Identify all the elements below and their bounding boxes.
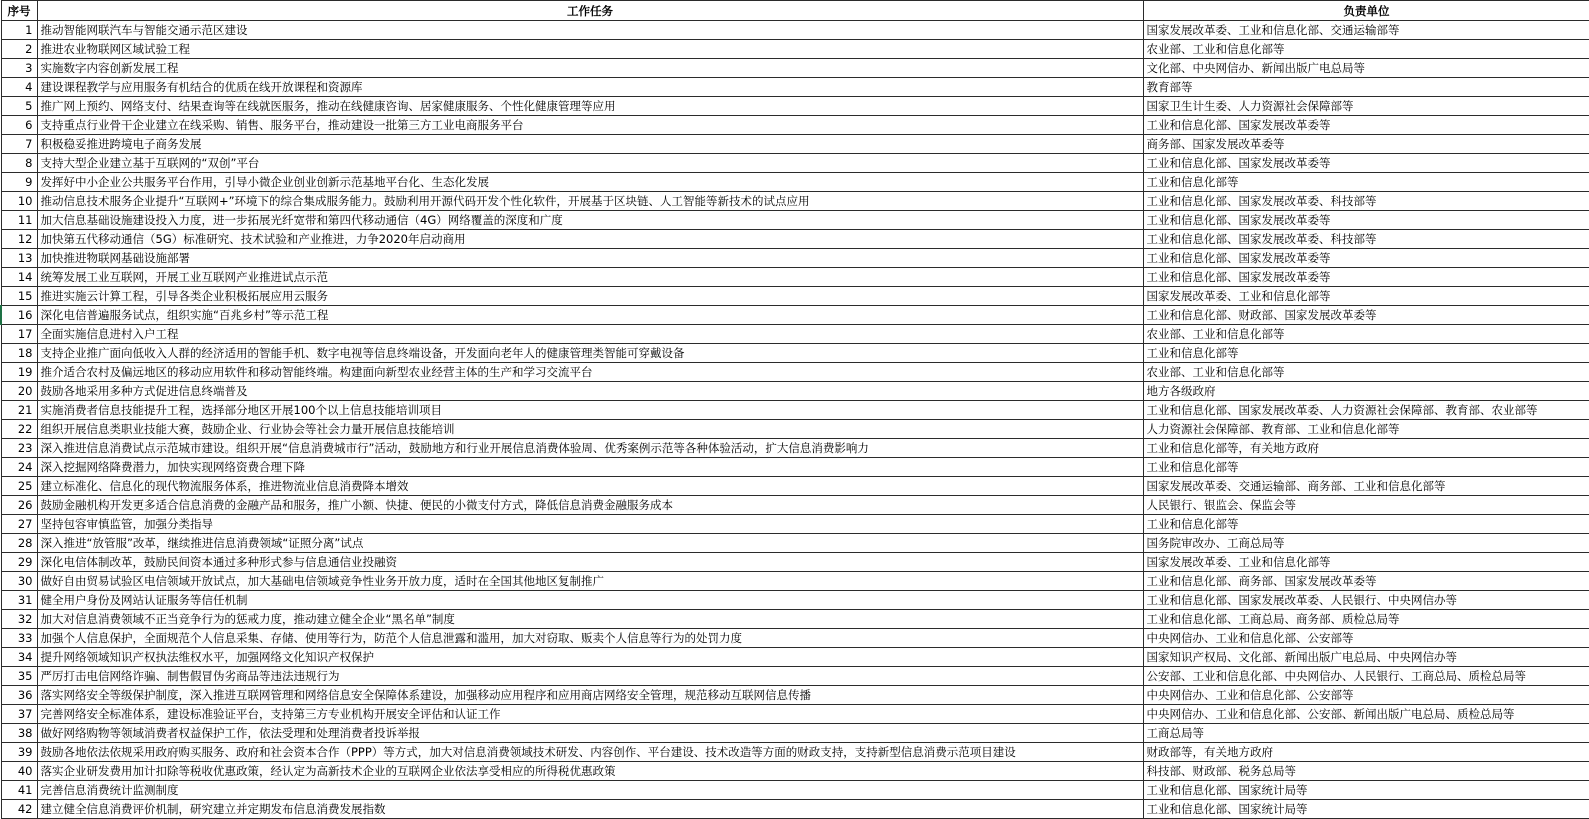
- task-cell[interactable]: 深入推进“放管服”改革，继续推进信息消费领域“证照分离”试点: [37, 534, 1143, 553]
- task-cell[interactable]: 完善网络安全标准体系，建设标准验证平台，支持第三方专业机构开展安全评估和认证工作: [37, 705, 1143, 724]
- unit-cell[interactable]: 工业和信息化部等，有关地方政府: [1143, 439, 1589, 458]
- table-row: [1, 439, 1589, 458]
- row-number-cell[interactable]: 8: [1, 154, 37, 173]
- unit-cell[interactable]: 农业部、工业和信息化部等: [1143, 40, 1589, 59]
- table-row: [1, 154, 1589, 173]
- unit-cell[interactable]: 工业和信息化部、国家发展改革委等: [1143, 154, 1589, 173]
- row-number-cell[interactable]: 12: [1, 230, 37, 249]
- row-number-cell[interactable]: 23: [1, 439, 37, 458]
- task-cell[interactable]: 支持大型企业建立基于互联网的“双创”平台: [37, 154, 1143, 173]
- unit-cell[interactable]: 公安部、工业和信息化部、中央网信办、人民银行、工商总局、质检总局等: [1143, 667, 1589, 686]
- task-cell[interactable]: 统筹发展工业互联网，开展工业互联网产业推进试点示范: [37, 268, 1143, 287]
- table-row: [1, 21, 1589, 40]
- unit-cell[interactable]: 工业和信息化部、国家发展改革委等: [1143, 211, 1589, 230]
- row-number-cell[interactable]: 35: [1, 667, 37, 686]
- table-row: [1, 477, 1589, 496]
- table-row: [1, 420, 1589, 439]
- table-row: [1, 325, 1589, 344]
- row-number-cell[interactable]: 37: [1, 705, 37, 724]
- task-cell[interactable]: 推进实施云计算工程，引导各类企业积极拓展应用云服务: [37, 287, 1143, 306]
- task-cell[interactable]: 深入挖掘网络降费潜力，加快实现网络资费合理下降: [37, 458, 1143, 477]
- table-row: [1, 287, 1589, 306]
- table-row: [1, 173, 1589, 192]
- task-cell[interactable]: 做好网络购物等领域消费者权益保护工作，依法受理和处理消费者投诉举报: [37, 724, 1143, 743]
- table-row: [1, 724, 1589, 743]
- unit-cell[interactable]: 人民银行、银监会、保监会等: [1143, 496, 1589, 515]
- table-row: [1, 306, 1589, 325]
- row-number-cell[interactable]: 34: [1, 648, 37, 667]
- table-row: [1, 97, 1589, 116]
- row-number-cell[interactable]: 33: [1, 629, 37, 648]
- table-row: [1, 268, 1589, 287]
- table-row: [1, 78, 1589, 97]
- table-row: [1, 211, 1589, 230]
- task-cell[interactable]: 推广网上预约、网络支付、结果查询等在线就医服务，推动在线健康咨询、居家健康服务、个性化健康管理等应用: [37, 97, 1143, 116]
- row-number-cell[interactable]: 7: [1, 135, 37, 154]
- task-cell[interactable]: 建设课程教学与应用服务有机结合的优质在线开放课程和资源库: [37, 78, 1143, 97]
- unit-cell[interactable]: 中央网信办、工业和信息化部、公安部等: [1143, 686, 1589, 705]
- unit-cell[interactable]: 国家卫生计生委、人力资源社会保障部等: [1143, 97, 1589, 116]
- table-row: [1, 363, 1589, 382]
- table-row: [1, 610, 1589, 629]
- table-row: [1, 781, 1589, 800]
- task-cell[interactable]: 严厉打击电信网络诈骗、制售假冒伪劣商品等违法违规行为: [37, 667, 1143, 686]
- row-number-cell[interactable]: 41: [1, 781, 37, 800]
- task-cell[interactable]: 支持重点行业骨干企业建立在线采购、销售、服务平台，推动建设一批第三方工业电商服务平台: [37, 116, 1143, 135]
- table-row: [1, 249, 1589, 268]
- table-row: [1, 192, 1589, 211]
- unit-cell[interactable]: 工业和信息化部、国家发展改革委、科技部等: [1143, 192, 1589, 211]
- task-cell[interactable]: 深入推进信息消费试点示范城市建设。组织开展“信息消费城市行”活动，鼓励地方和行业开展信息消费体验周、优秀案例示范等各种体验活动，扩大信息消费影响力: [37, 439, 1143, 458]
- task-cell[interactable]: 组织开展信息类职业技能大赛，鼓励企业、行业协会等社会力量开展信息技能培训: [37, 420, 1143, 439]
- task-cell[interactable]: 健全用户身份及网站认证服务等信任机制: [37, 591, 1143, 610]
- task-cell[interactable]: 鼓励金融机构开发更多适合信息消费的金融产品和服务，推广小额、快捷、便民的小微支付方式，降低信息消费金融服务成本: [37, 496, 1143, 515]
- task-cell[interactable]: 加大对信息消费领域不正当竞争行为的惩戒力度，推动建立健全企业“黑名单”制度: [37, 610, 1143, 629]
- task-cell[interactable]: 推进农业物联网区域试验工程: [37, 40, 1143, 59]
- row-number-cell[interactable]: 10: [1, 192, 37, 211]
- row-number-cell[interactable]: 40: [1, 762, 37, 781]
- row-number-cell[interactable]: 36: [1, 686, 37, 705]
- unit-cell[interactable]: 商务部、国家发展改革委等: [1143, 135, 1589, 154]
- row-number-cell[interactable]: 2: [1, 40, 37, 59]
- table-row: [1, 40, 1589, 59]
- table-row: [1, 116, 1589, 135]
- row-number-cell[interactable]: 18: [1, 344, 37, 363]
- row-number-cell[interactable]: 42: [1, 800, 37, 819]
- row-number-cell[interactable]: 28: [1, 534, 37, 553]
- task-cell[interactable]: 实施消费者信息技能提升工程，选择部分地区开展100个以上信息技能培训项目: [37, 401, 1143, 420]
- row-number-cell[interactable]: 5: [1, 97, 37, 116]
- unit-cell[interactable]: 工业和信息化部等: [1143, 515, 1589, 534]
- task-cell[interactable]: 深化电信体制改革，鼓励民间资本通过多种形式参与信息通信业投融资: [37, 553, 1143, 572]
- unit-cell[interactable]: 工业和信息化部、国家发展改革委、人民银行、中央网信办等: [1143, 591, 1589, 610]
- unit-cell[interactable]: 工业和信息化部、国家发展改革委等: [1143, 116, 1589, 135]
- row-number-cell[interactable]: 24: [1, 458, 37, 477]
- header-unit[interactable]: 负责单位: [1143, 1, 1589, 21]
- unit-cell[interactable]: 工业和信息化部、国家发展改革委、科技部等: [1143, 230, 1589, 249]
- unit-cell[interactable]: 国务院审改办、工商总局等: [1143, 534, 1589, 553]
- table-row: [1, 800, 1589, 819]
- row-number-cell[interactable]: 14: [1, 268, 37, 287]
- task-cell[interactable]: 推动智能网联汽车与智能交通示范区建设: [37, 21, 1143, 40]
- table-row: [1, 591, 1589, 610]
- unit-cell[interactable]: 工业和信息化部、国家统计局等: [1143, 800, 1589, 819]
- task-cell[interactable]: 推动信息技术服务企业提升“互联网+”环境下的综合集成服务能力。鼓励利用开源代码开发个性化软件，开展基于区块链、人工智能等新技术的试点应用: [37, 192, 1143, 211]
- unit-cell[interactable]: 农业部、工业和信息化部等: [1143, 363, 1589, 382]
- row-number-cell[interactable]: 38: [1, 724, 37, 743]
- row-number-cell[interactable]: 15: [1, 287, 37, 306]
- table-row: [1, 648, 1589, 667]
- task-cell[interactable]: 实施数字内容创新发展工程: [37, 59, 1143, 78]
- table-row: [1, 230, 1589, 249]
- unit-cell[interactable]: 工业和信息化部、国家发展改革委等: [1143, 268, 1589, 287]
- table-body: [1, 21, 1589, 819]
- table-row: [1, 667, 1589, 686]
- task-cell[interactable]: 完善信息消费统计监测制度: [37, 781, 1143, 800]
- unit-cell[interactable]: 国家知识产权局、文化部、新闻出版广电总局、中央网信办等: [1143, 648, 1589, 667]
- table-row: [1, 515, 1589, 534]
- table-row: [1, 553, 1589, 572]
- task-cell[interactable]: 鼓励各地依法依规采用政府购买服务、政府和社会资本合作（PPP）等方式，加大对信息消费领域技术研发、内容创作、平台建设、技术改造等方面的财政支持，支持新型信息消费示范项目建设: [37, 743, 1143, 762]
- unit-cell[interactable]: 国家发展改革委、工业和信息化部、交通运输部等: [1143, 21, 1589, 40]
- unit-cell[interactable]: 国家发展改革委、交通运输部、商务部、工业和信息化部等: [1143, 477, 1589, 496]
- table-row: [1, 458, 1589, 477]
- unit-cell[interactable]: 国家发展改革委、工业和信息化部等: [1143, 553, 1589, 572]
- table-row: [1, 629, 1589, 648]
- unit-cell[interactable]: 工业和信息化部、商务部、国家发展改革委等: [1143, 572, 1589, 591]
- row-number-cell[interactable]: 1: [1, 21, 37, 40]
- task-cell[interactable]: 积极稳妥推进跨境电子商务发展: [37, 135, 1143, 154]
- header-row: [1, 1, 1589, 21]
- row-number-cell[interactable]: 11: [1, 211, 37, 230]
- row-number-cell[interactable]: 19: [1, 363, 37, 382]
- task-cell[interactable]: 落实企业研发费用加计扣除等税收优惠政策，经认定为高新技术企业的互联网企业依法享受相应的所得税优惠政策: [37, 762, 1143, 781]
- table-row: [1, 382, 1589, 401]
- unit-cell[interactable]: 工业和信息化部、国家发展改革委、人力资源社会保障部、教育部、农业部等: [1143, 401, 1589, 420]
- row-number-cell[interactable]: 27: [1, 515, 37, 534]
- row-number-cell[interactable]: 32: [1, 610, 37, 629]
- row-number-cell[interactable]: 21: [1, 401, 37, 420]
- unit-cell[interactable]: 工业和信息化部、国家统计局等: [1143, 781, 1589, 800]
- table-row: [1, 344, 1589, 363]
- row-number-cell[interactable]: 29: [1, 553, 37, 572]
- task-cell[interactable]: 发挥好中小企业公共服务平台作用，引导小微企业创业创新示范基地平台化、生态化发展: [37, 173, 1143, 192]
- unit-cell[interactable]: 工业和信息化部、工商总局、商务部、质检总局等: [1143, 610, 1589, 629]
- row-number-cell[interactable]: 9: [1, 173, 37, 192]
- unit-cell[interactable]: 中央网信办、工业和信息化部、公安部等: [1143, 629, 1589, 648]
- unit-cell[interactable]: 工业和信息化部等: [1143, 173, 1589, 192]
- task-cell[interactable]: 鼓励各地采用多种方式促进信息终端普及: [37, 382, 1143, 401]
- task-cell[interactable]: 支持企业推广面向低收入人群的经济适用的智能手机、数字电视等信息终端设备，开发面向老年人的健康管理类智能可穿戴设备: [37, 344, 1143, 363]
- row-number-cell[interactable]: 25: [1, 477, 37, 496]
- task-cell[interactable]: 建立标准化、信息化的现代物流服务体系，推进物流业信息消费降本增效: [37, 477, 1143, 496]
- table-row: [1, 705, 1589, 724]
- task-cell[interactable]: 做好自由贸易试验区电信领域开放试点，加大基础电信领域竞争性业务开放力度，适时在全国其他地区复制推广: [37, 572, 1143, 591]
- unit-cell[interactable]: 工商总局等: [1143, 724, 1589, 743]
- row-number-cell[interactable]: 6: [1, 116, 37, 135]
- row-number-cell[interactable]: 3: [1, 59, 37, 78]
- row-number-cell[interactable]: 13: [1, 249, 37, 268]
- unit-cell[interactable]: 教育部等: [1143, 78, 1589, 97]
- row-number-cell[interactable]: 20: [1, 382, 37, 401]
- unit-cell[interactable]: 国家发展改革委、工业和信息化部等: [1143, 287, 1589, 306]
- row-number-cell[interactable]: 30: [1, 572, 37, 591]
- task-cell[interactable]: 全面实施信息进村入户工程: [37, 325, 1143, 344]
- table-row: [1, 572, 1589, 591]
- task-cell[interactable]: 提升网络领域知识产权执法维权水平，加强网络文化知识产权保护: [37, 648, 1143, 667]
- task-cell[interactable]: 加快推进物联网基础设施部署: [37, 249, 1143, 268]
- row-number-cell[interactable]: 17: [1, 325, 37, 344]
- unit-cell[interactable]: 工业和信息化部、财政部、国家发展改革委等: [1143, 306, 1589, 325]
- table-row: [1, 59, 1589, 78]
- row-number-cell[interactable]: 26: [1, 496, 37, 515]
- unit-cell[interactable]: 工业和信息化部等: [1143, 344, 1589, 363]
- header-task[interactable]: 工作任务: [37, 1, 1143, 21]
- row-number-cell[interactable]: 16: [1, 306, 37, 325]
- header-no[interactable]: 序号: [1, 1, 37, 21]
- table-row: [1, 135, 1589, 154]
- row-number-cell[interactable]: 39: [1, 743, 37, 762]
- table-row: [1, 686, 1589, 705]
- table-row: [1, 762, 1589, 781]
- row-number-cell[interactable]: 4: [1, 78, 37, 97]
- unit-cell[interactable]: 文化部、中央网信办、新闻出版广电总局等: [1143, 59, 1589, 78]
- unit-cell[interactable]: 中央网信办、工业和信息化部、公安部、新闻出版广电总局、质检总局等: [1143, 705, 1589, 724]
- table-row: [1, 401, 1589, 420]
- task-cell[interactable]: 落实网络安全等级保护制度，深入推进互联网管理和网络信息安全保障体系建设，加强移动应用程序和应用商店网络安全管理，规范移动互联网信息传播: [37, 686, 1143, 705]
- table-row: [1, 743, 1589, 762]
- unit-cell[interactable]: 财政部等，有关地方政府: [1143, 743, 1589, 762]
- unit-cell[interactable]: 科技部、财政部、税务总局等: [1143, 762, 1589, 781]
- row-number-cell[interactable]: 31: [1, 591, 37, 610]
- unit-cell[interactable]: 工业和信息化部、国家发展改革委等: [1143, 249, 1589, 268]
- task-cell[interactable]: 加强个人信息保护，全面规范个人信息采集、存储、使用等行为，防范个人信息泄露和滥用，加大对窃取、贩卖个人信息等行为的处罚力度: [37, 629, 1143, 648]
- table-row: [1, 534, 1589, 553]
- unit-cell[interactable]: 人力资源社会保障部、教育部、工业和信息化部等: [1143, 420, 1589, 439]
- table-row: [1, 496, 1589, 515]
- task-cell[interactable]: 加快第五代移动通信（5G）标准研究、技术试验和产业推进，力争2020年启动商用: [37, 230, 1143, 249]
- task-cell[interactable]: 加大信息基础设施建设投入力度，进一步拓展光纤宽带和第四代移动通信（4G）网络覆盖的深度和广度: [37, 211, 1143, 230]
- task-cell[interactable]: 深化电信普遍服务试点，组织实施“百兆乡村”等示范工程: [37, 306, 1143, 325]
- row-number-cell[interactable]: 22: [1, 420, 37, 439]
- task-cell[interactable]: 推介适合农村及偏远地区的移动应用软件和移动智能终端。构建面向新型农业经营主体的生产和学习交流平台: [37, 363, 1143, 382]
- task-cell[interactable]: 坚持包容审慎监管，加强分类指导: [37, 515, 1143, 534]
- unit-cell[interactable]: 地方各级政府: [1143, 382, 1589, 401]
- task-cell[interactable]: 建立健全信息消费评价机制，研究建立并定期发布信息消费发展指数: [37, 800, 1143, 819]
- unit-cell[interactable]: 工业和信息化部等: [1143, 458, 1589, 477]
- unit-cell[interactable]: 农业部、工业和信息化部等: [1143, 325, 1589, 344]
